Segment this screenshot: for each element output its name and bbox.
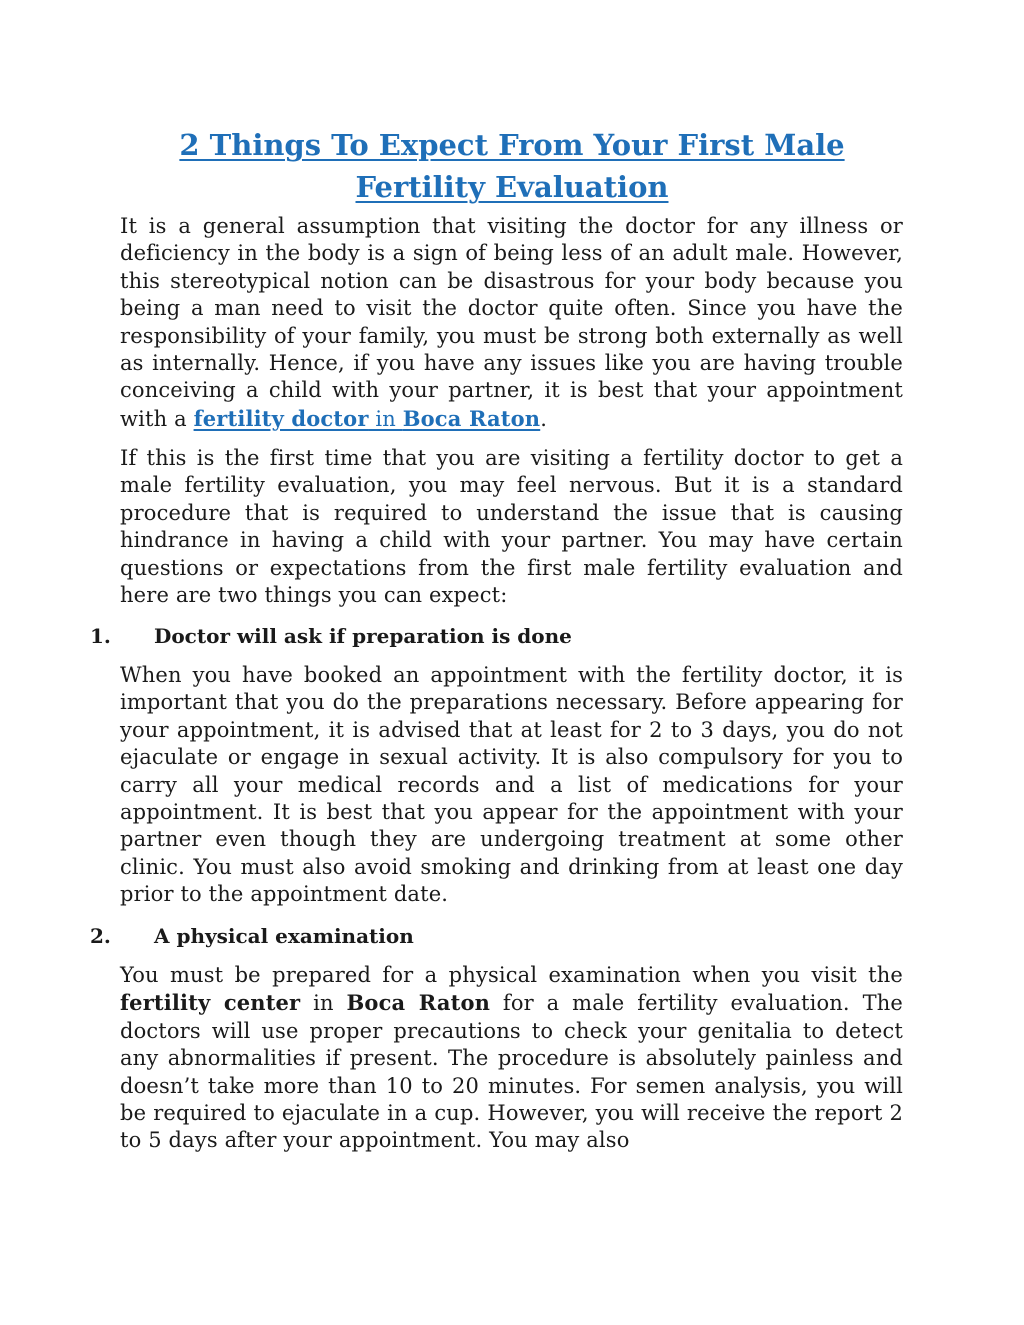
section-body-2-start: You must be prepared for a physical examination when you visit the	[120, 963, 903, 987]
fertility-center-term: fertility center	[120, 990, 301, 1016]
fertility-doctor-link[interactable]: fertility doctor	[193, 405, 369, 431]
section-body-2-end: for a male fertility evaluation. The doctors will use proper precautions to check your genitalia to detect any abnormalities if present. The procedure is absolutely painless and doesn’t take more than 10 to 20 minutes. For semen analysis, you will be required to ejaculate in a cup. However, you will receive the report 2 to 5 days after your appointment. You may also	[120, 991, 904, 1153]
second-paragraph: If this is the first time that you are visiting a fertility doctor to get a male fertility evaluation, you may feel nervous. But it is a standard procedure that is required to understand the issue that is causing hindrance in having a child with your partner. You may have certain questions or expectations from the first male fertility evaluation and here are two things you can expect:	[120, 446, 903, 608]
link-connector[interactable]: in	[368, 406, 403, 431]
section-heading-text-1: Doctor will ask if preparation is done	[154, 624, 572, 648]
boca-raton-link[interactable]: Boca Raton	[402, 405, 541, 431]
document-title: 2 Things To Expect From Your First Male Fertility Evaluation	[179, 128, 845, 204]
intro-text: It is a general assumption that visiting the doctor for any illness or deficiency in the body is a sign of being less of an adult male. However, this stereotypical notion can be disastrous for your body because you being a man need to visit the doctor quite often. Since you have the responsibility of your family, you must be strong both externally as well as internally. Hence, if you have any issues like you are having trouble conceiving a child with your partner, it is best that your appointment with a	[120, 214, 903, 431]
section-heading-text-2: A physical examination	[154, 924, 414, 948]
section-body-2-connector: in	[300, 991, 347, 1016]
section-body-2	[120, 962, 903, 1155]
section-heading-2	[90, 923, 414, 949]
boca-raton-term: Boca Raton	[346, 990, 491, 1016]
intro-end: .	[540, 406, 548, 431]
intro-paragraph	[120, 213, 903, 433]
section-number-2: 2.	[90, 924, 111, 948]
section-body-1: When you have booked an appointment with the fertility doctor, it is important that you do the preparations necessary. Before appearing for your appointment, it is advised that at least for 2 to 3 days, you do not ejaculate or engage in sexual activity. It is also compulsory for you to carry all your medical records and a list of medications for your appointment. It is best that you appear for the appointment with your partner even though they are undergoing treatment at some other clinic. You must also avoid smoking and drinking from at least one day prior to the appointment date.	[120, 663, 903, 907]
section-number-1: 1.	[90, 624, 111, 648]
section-heading-1	[90, 623, 572, 649]
